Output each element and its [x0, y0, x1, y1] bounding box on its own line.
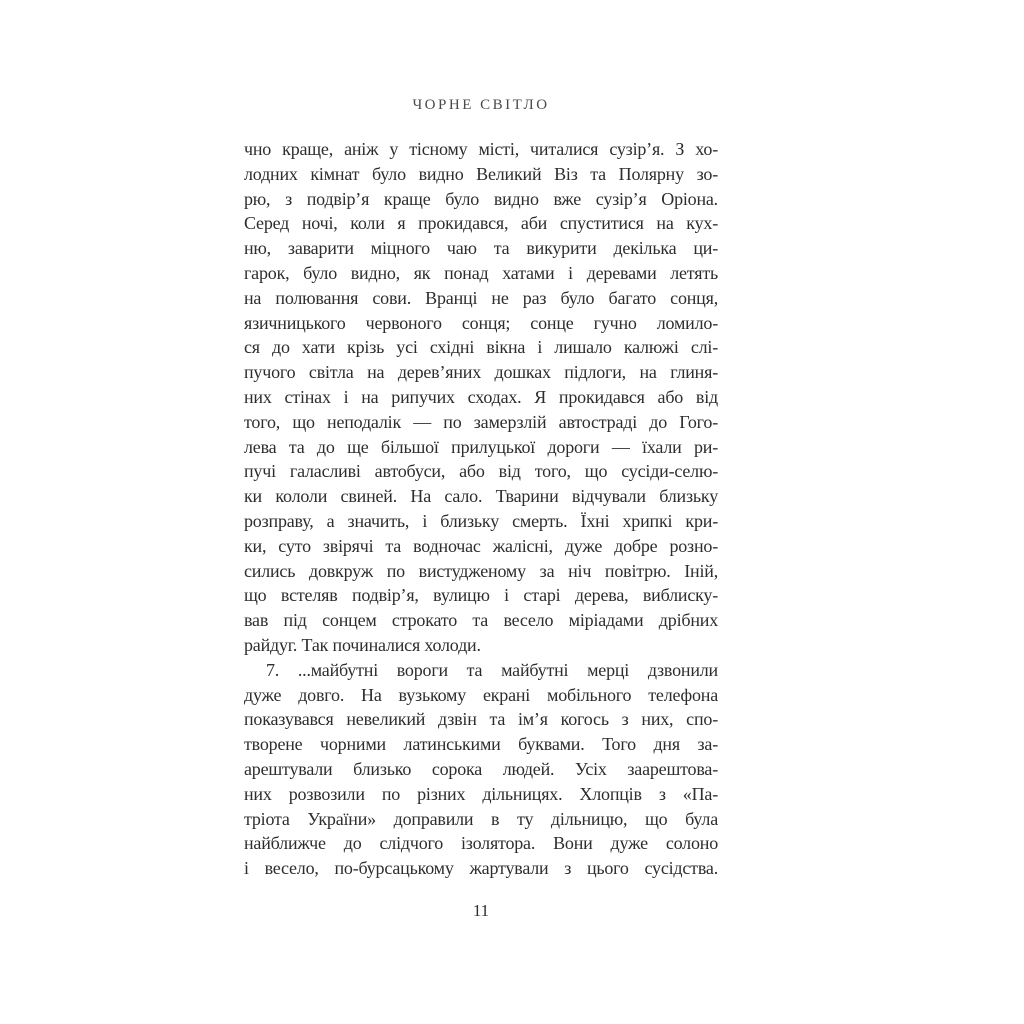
text-line: пучого світла на дерев’яних дошках підлоги, на глиня-: [244, 362, 718, 383]
text-line: лева та до ще більшої прилуцької дороги — їхали ри-: [244, 436, 718, 457]
text-line: що встеляв подвір’я, вулицю і старі дерева, виблиску-: [244, 585, 718, 606]
text-line: творене чорними латинськими буквами. Того дня за-: [244, 734, 718, 755]
text-line: і весело, по-бурсацькому жартували з цього сусідства.: [244, 858, 718, 879]
text-line: показувався невеликий дзвін та ім’я когось з них, спо-: [244, 709, 718, 730]
text-line: гарок, було видно, як понад хатами і деревами летять: [244, 262, 718, 283]
text-line: найближче до слідчого ізолятора. Вони дуже солоно: [244, 833, 718, 854]
text-line: пучі галасливі автобуси, або від того, що сусіди-селю-: [244, 461, 718, 482]
text-line: на полювання сови. Вранці не раз було багато сонця,: [244, 287, 718, 308]
text-line: них розвозили по різних дільницях. Хлопців з «Па-: [244, 783, 718, 804]
text-line: сились довкруж по вистудженому за ніч повітрю. Іній,: [244, 560, 718, 581]
text-line: дуже довго. На вузькому екрані мобільного телефона: [244, 684, 718, 705]
text-line: того, що неподалік — по замерзлій автостраді до Гого-: [244, 411, 718, 432]
body-text-block: [244, 137, 718, 881]
text-line: них стінах і на рипучих сходах. Я прокидався або від: [244, 386, 718, 407]
text-line: ки кололи свиней. На сало. Тварини відчували близьку: [244, 486, 718, 507]
text-line: язичницького червоного сонця; сонце гучно ломило-: [244, 312, 718, 333]
text-line: тріота України» доправили в ту дільницю, що була: [244, 808, 718, 829]
text-line-paragraph-end: райдуг. Так починалися холоди.: [244, 634, 481, 655]
text-line: ся до хати крізь усі східні вікна і лишало калюжі слі-: [244, 337, 718, 358]
text-line-paragraph-start: 7. ...майбутні вороги та майбутні мерці дзвонили: [266, 659, 718, 680]
text-line: чно краще, аніж у тісному місті, читалися сузір’я. З хо-: [244, 139, 718, 159]
page-number: 11: [472, 901, 490, 920]
text-line: Серед ночі, коли я прокидався, аби спуститися на кух-: [244, 213, 718, 234]
text-line: ки, суто звірячі та водночас жалісні, дуже добре розно-: [244, 535, 718, 556]
text-line: вав під сонцем строкато та весело міріадами дрібних: [244, 610, 718, 631]
running-header: ЧОРНЕ СВІТЛО: [412, 97, 550, 113]
text-line: лодних кімнат було видно Великий Віз та Полярну зо-: [244, 163, 718, 184]
text-line: арештували близько сорока людей. Усіх заарештова-: [244, 758, 718, 779]
text-line: ню, заварити міцного чаю та викурити декілька ци-: [244, 238, 718, 259]
text-line: розправу, а значить, і близьку смерть. Їхні хрипкі кри-: [244, 510, 718, 531]
text-line: рю, з подвір’я краще було видно вже сузір’я Оріона.: [244, 188, 718, 209]
